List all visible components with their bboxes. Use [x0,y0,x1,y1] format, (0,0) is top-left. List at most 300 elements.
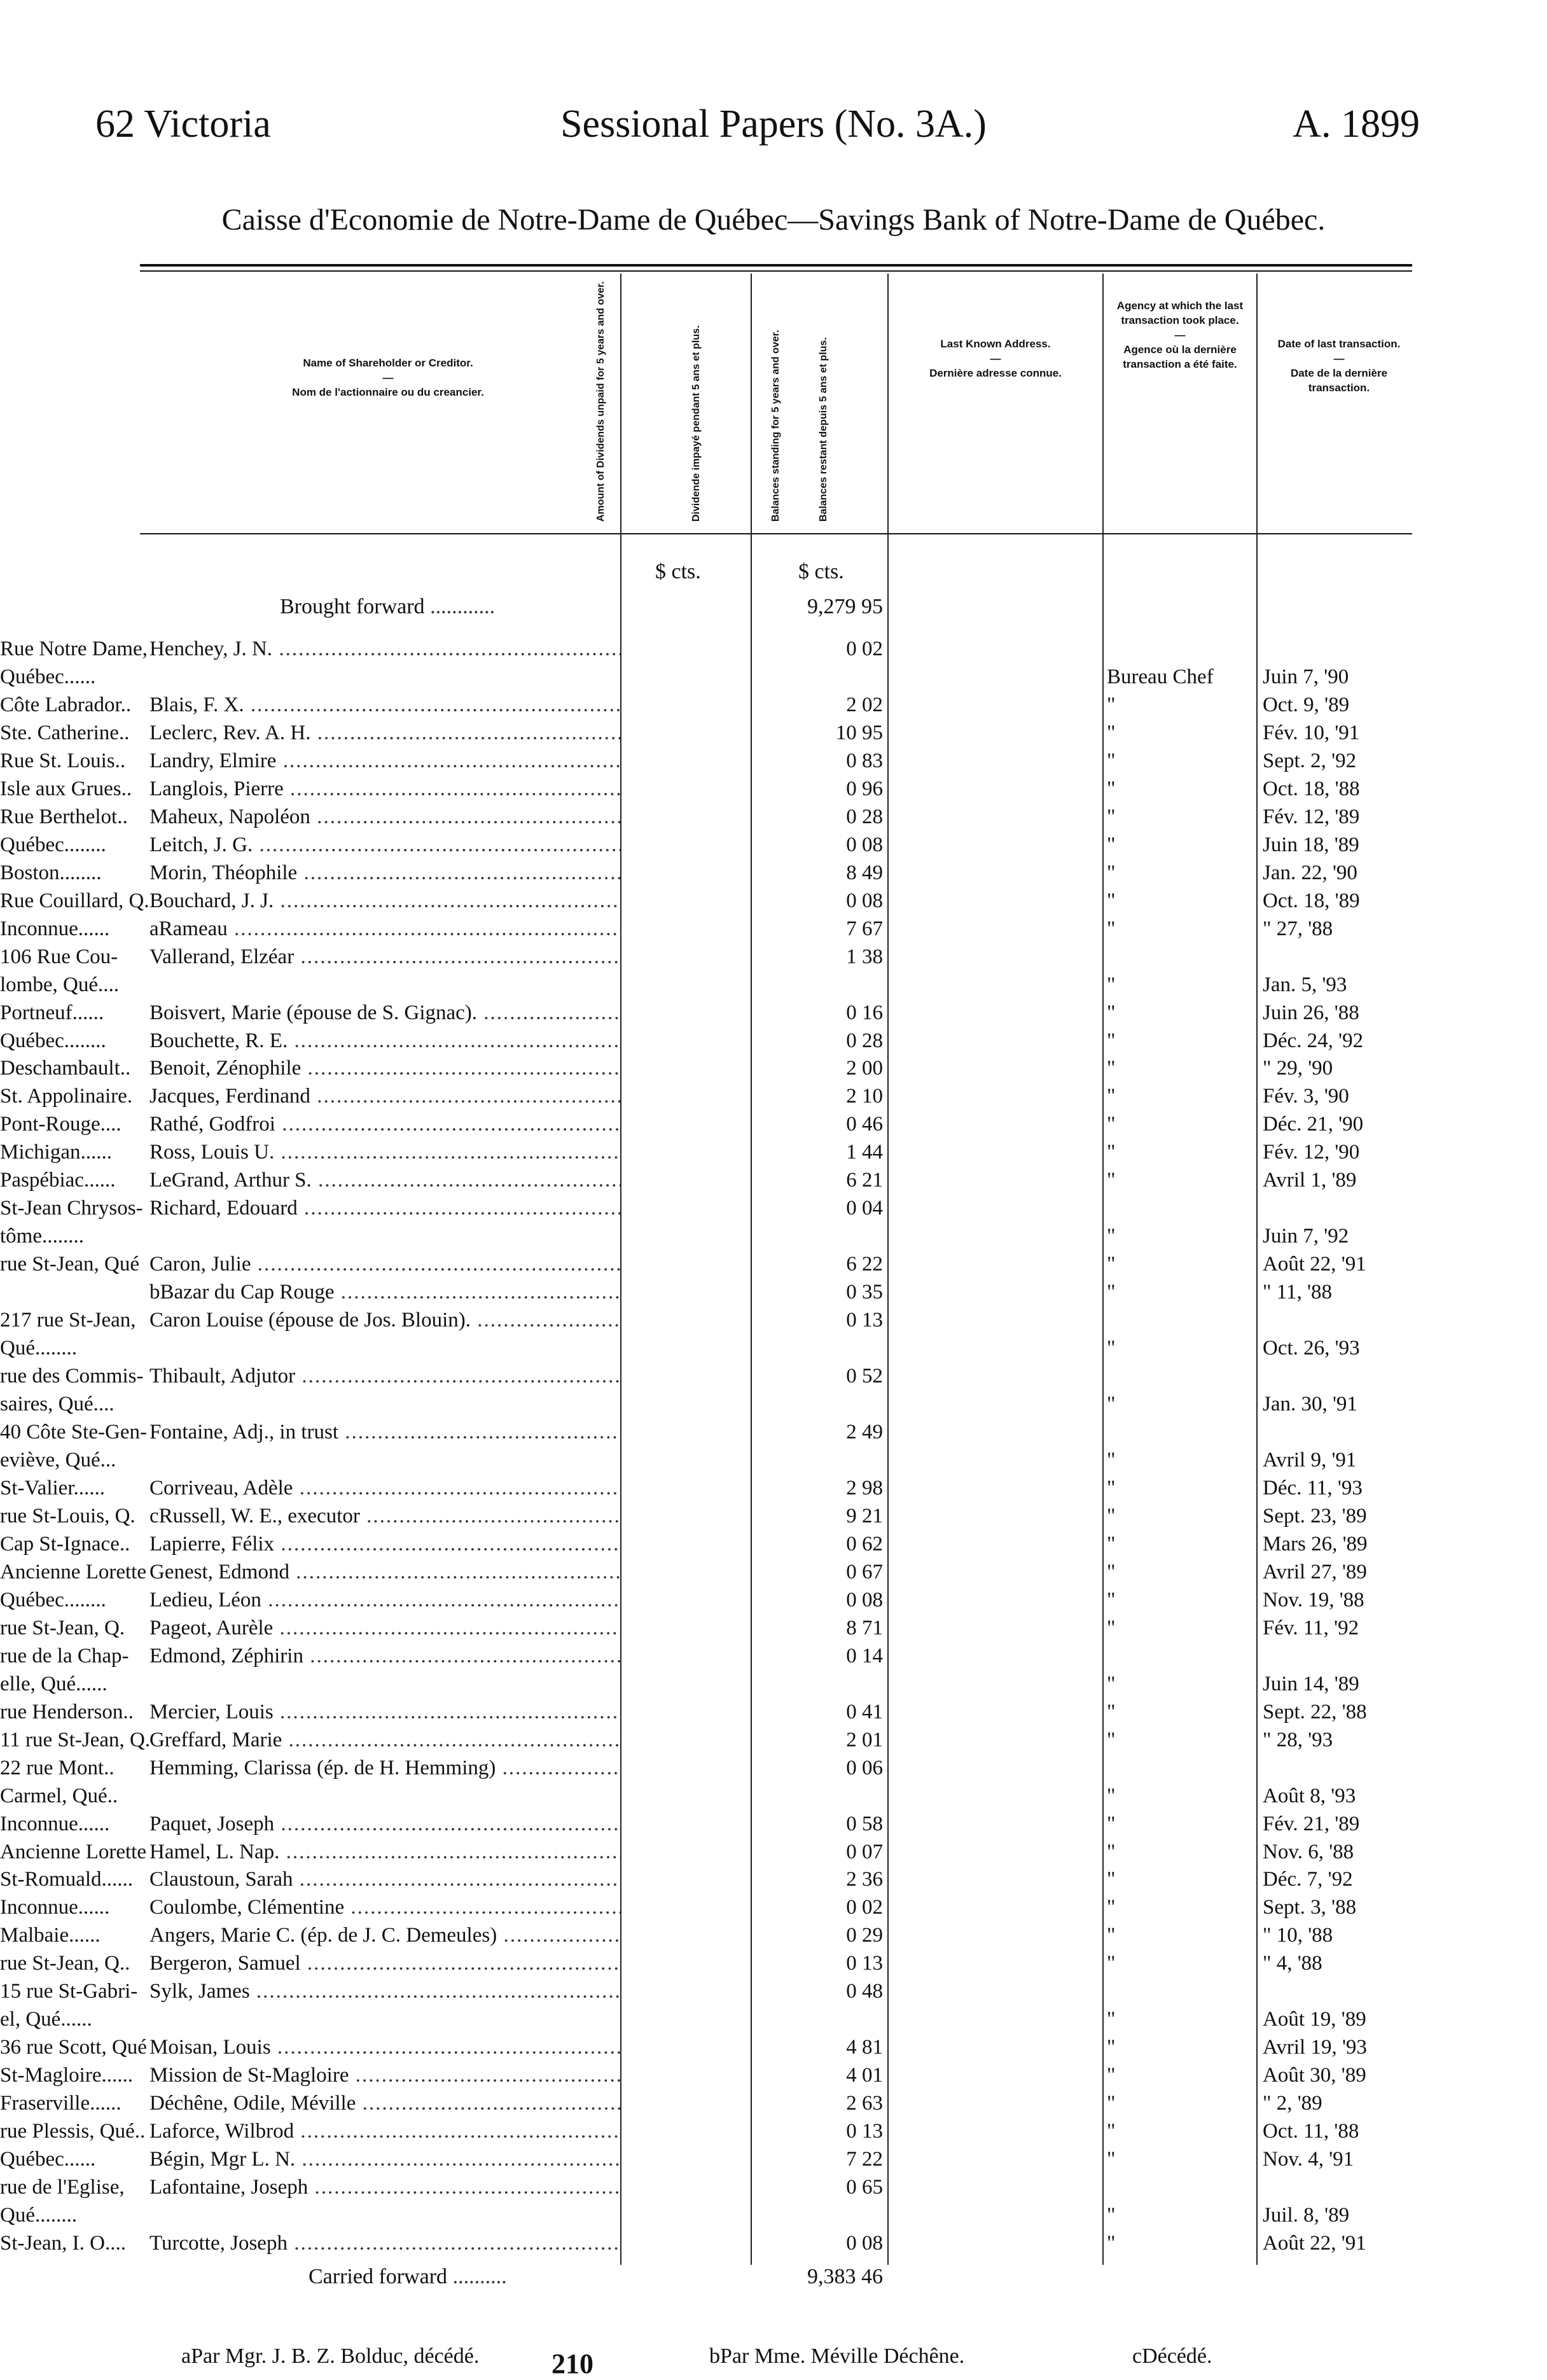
row-amount: 0 06 [846,1757,883,1779]
row-date: Août 22, '91 [1263,1253,1366,1276]
row-address: Inconnue...... [0,1896,110,1919]
row-agency: " [1107,805,1116,828]
table-row [0,1167,1547,1193]
row-name: Fontaine, Adj., in trust ..... [149,1419,620,1445]
row-name: bBazar du Cap Rouge ..... [149,1279,620,1305]
row-date: Nov. 19, '88 [1263,1589,1364,1611]
row-date: Juin 26, '88 [1263,1001,1359,1024]
row-agency: " [1107,2064,1116,2087]
table-row [0,1335,1547,1361]
row-address: Michigan...... [0,1141,112,1164]
row-agency: " [1107,1952,1116,1975]
row-name: Caron Louise (épouse de Jos. Blouin). ..... [149,1307,620,1333]
row-date: Juin 14, '89 [1263,1673,1359,1695]
row-address: Malbaie...... [0,1924,101,1947]
header-bottom-rule [140,533,1412,534]
row-amount: 0 08 [846,2232,883,2255]
row-date: Juil. 8, '89 [1263,2204,1350,2227]
row-name: Jacques, Ferdinand ..... [149,1083,620,1109]
row-name: Hamel, L. Nap. ..... [149,1839,620,1865]
table-row [0,1783,1547,1809]
document-title: Caisse d'Economie de Notre-Dame de Québec—Savings Bank of Notre-Dame de Québec. [221,203,1326,237]
row-agency: " [1107,1253,1116,1276]
row-agency: " [1107,1113,1116,1136]
row-address: St-Valier...... [0,1477,105,1500]
row-date: Déc. 24, '92 [1263,1029,1364,1052]
row-amount: 7 22 [846,2148,883,2171]
row-address: Québec...... [0,665,96,688]
row-agency: " [1107,1533,1116,1555]
table-row [0,1559,1547,1585]
brought-forward-amount: 9,279 95 [807,595,883,618]
row-name: Benoit, Zénophile ..... [149,1055,620,1081]
row-address: Portneuf...... [0,1001,104,1024]
row-amount: 8 71 [846,1617,883,1639]
row-amount: 7 67 [846,917,883,940]
row-agency: " [1107,1841,1116,1863]
header-dash: — [382,371,394,384]
table-row [0,720,1547,746]
row-amount: 0 08 [846,889,883,912]
header-dash: — [990,352,1001,365]
row-address: 40 Côte Ste-Gen- [0,1421,147,1444]
table-row [0,1139,1547,1165]
table-row [0,2007,1547,2032]
row-agency: " [1107,889,1116,912]
row-agency: " [1107,1729,1116,1751]
table-row [0,1447,1547,1473]
table-row [0,1111,1547,1137]
row-amount: 0 29 [846,1924,883,1947]
row-name: Thibault, Adjutor ..... [149,1363,620,1389]
row-address: 106 Rue Cou- [0,945,118,968]
row-address: el, Qué...... [0,2008,92,2031]
row-agency: " [1107,1393,1116,1416]
row-name: Mercier, Louis ..... [149,1699,620,1725]
table-row [0,1895,1547,1920]
table-row [0,1671,1547,1697]
row-amount: 0 83 [846,749,883,772]
row-agency: " [1107,2120,1116,2143]
row-agency: " [1107,1449,1116,1472]
row-amount: 0 46 [846,1113,883,1136]
row-address: saires, Qué.... [0,1393,114,1416]
table-row [0,1055,1547,1081]
row-date: Juin 7, '92 [1263,1225,1349,1248]
row-amount: 0 02 [846,637,883,660]
row-amount: 2 63 [846,2092,883,2115]
table-row [0,1251,1547,1277]
row-date: Juin 18, '89 [1263,833,1359,856]
table-row [0,2203,1547,2228]
row-name: Landry, Elmire ..... [149,748,620,774]
table-row [0,1391,1547,1417]
table-row [0,2091,1547,2116]
row-address: rue de l'Eglise, [0,2176,125,2199]
row-address: Qué........ [0,2204,77,2227]
row-address: lombe, Qué.... [0,973,119,996]
row-address: Inconnue...... [0,917,110,940]
row-name: Henchey, J. N. ..... [149,636,620,662]
row-agency: " [1107,861,1116,884]
row-amount: 6 21 [846,1169,883,1192]
table-row [0,1951,1547,1976]
table-row [0,860,1547,886]
row-date: Août 22, '91 [1263,2232,1366,2255]
row-amount: 1 38 [846,945,883,968]
row-name: Laforce, Wilbrod ..... [149,2119,620,2144]
row-amount: 0 14 [846,1645,883,1667]
row-address: Rue St. Louis.. [0,749,126,772]
leader-dots: .......... [452,2265,507,2288]
row-date: " 27, '88 [1263,917,1333,940]
table-row [0,944,1547,970]
table-row [0,1503,1547,1529]
header-dash: — [1333,352,1345,365]
brought-forward-label [280,595,495,619]
table-row [0,1419,1547,1445]
row-name: Morin, Théophile ..... [149,860,620,886]
row-amount: 0 08 [846,833,883,856]
row-name: Langlois, Pierre ..... [149,776,620,802]
row-agency: " [1107,1924,1116,1947]
row-address: Inconnue...... [0,1813,110,1835]
header-dash: — [1174,328,1186,341]
row-name: cRussell, W. E., executor ..... [149,1503,620,1529]
address-column-header [894,337,1097,381]
row-address: 36 rue Scott, Qué [0,2036,147,2059]
row-name: Bouchard, J. J. ..... [149,888,620,914]
row-name: Blais, F. X. ..... [149,692,620,718]
row-address: Fraserville...... [0,2092,121,2115]
row-agency: " [1107,1505,1116,1528]
name-column-header-fr: Nom de l'actionnaire ou du creancier. [292,386,484,398]
row-amount: 2 10 [846,1085,883,1108]
row-address: Cap St-Ignace.. [0,1533,130,1555]
row-name: Corriveau, Adèle ..... [149,1475,620,1501]
row-amount: 2 02 [846,693,883,716]
row-name: Angers, Marie C. (ép. de J. C. Demeules) ..... [149,1923,620,1948]
row-amount: 0 96 [846,777,883,800]
row-address: 15 rue St-Gabri- [0,1980,138,2003]
row-agency: " [1107,1085,1116,1108]
row-name: Bouchette, R. E. ..... [149,1028,620,1054]
row-amount: 2 01 [846,1729,883,1751]
row-name: Caron, Julie ..... [149,1251,620,1277]
table-row [0,2063,1547,2088]
row-agency: " [1107,833,1116,856]
row-agency: " [1107,1589,1116,1611]
row-address: rue des Commis- [0,1365,144,1388]
table-row [0,1028,1547,1054]
row-agency: " [1107,1225,1116,1248]
row-amount: 0 02 [846,1896,883,1919]
row-address: St-Jean Chrysos- [0,1197,143,1220]
row-amount: 2 49 [846,1421,883,1444]
carried-forward-amount: 9,383 46 [807,2265,883,2288]
row-name: Vallerand, Elzéar ..... [149,944,620,970]
row-date: Sept. 22, '88 [1263,1701,1367,1723]
brought-forward-text: Brought forward [280,595,425,618]
row-date: " 29, '90 [1263,1057,1333,1080]
row-address: Isle aux Grues.. [0,777,132,800]
row-agency: " [1107,1281,1116,1304]
row-date: Nov. 4, '91 [1263,2148,1354,2171]
table-row [0,1363,1547,1389]
row-amount: 2 98 [846,1477,883,1500]
row-name: Hemming, Clarissa (ép. de H. Hemming) ..... [149,1755,620,1781]
date-column-header-en: Date of last transaction. [1277,338,1401,350]
row-agency: " [1107,1785,1116,1807]
name-column-header-en: Name of Shareholder or Creditor. [303,357,473,369]
row-amount: 1 44 [846,1141,883,1164]
row-address: eviève, Qué... [0,1449,116,1472]
row-address: St-Romuald...... [0,1868,134,1891]
row-date: Fév. 3, '90 [1263,1085,1349,1108]
address-column-header-en: Last Known Address. [940,338,1051,350]
table-row [0,748,1547,774]
page-header-left: 62 Victoria [95,102,271,146]
carried-forward-label [309,2265,507,2289]
row-date: Fév. 10, '91 [1263,721,1360,744]
row-date: Jan. 30, '91 [1263,1393,1357,1416]
row-address: rue St-Jean, Q.. [0,1952,130,1975]
table-row [0,2175,1547,2200]
table-row [0,2147,1547,2172]
agency-column-header-en: Agency at which the last transaction took place. [1116,300,1244,326]
table-row [0,1979,1547,2004]
row-date: Jan. 5, '93 [1263,973,1347,996]
row-amount: 8 49 [846,861,883,884]
row-date: Avril 27, '89 [1263,1561,1367,1583]
row-name: Ross, Louis U. ..... [149,1139,620,1165]
row-agency: " [1107,1813,1116,1835]
row-agency: " [1107,1001,1116,1024]
row-address: Québec...... [0,2148,96,2171]
row-date: Déc. 21, '90 [1263,1113,1364,1136]
row-date: Avril 1, '89 [1263,1169,1357,1192]
footnote-c: cDécédé. [1132,2344,1212,2368]
row-agency: " [1107,693,1116,716]
row-date: Août 8, '93 [1263,1785,1356,1807]
row-address: Pont-Rouge.... [0,1113,121,1136]
row-date: Fév. 12, '89 [1263,805,1360,828]
row-agency: " [1107,2232,1116,2255]
row-date: Août 30, '89 [1263,2064,1366,2087]
row-agency: " [1107,1169,1116,1192]
row-agency: " [1107,1337,1116,1360]
row-date: Oct. 26, '93 [1263,1337,1360,1360]
row-address: Rue Notre Dame, [0,637,148,660]
row-agency: " [1107,1029,1116,1052]
row-name: Richard, Edouard ..... [149,1195,620,1221]
row-date: " 28, '93 [1263,1729,1333,1751]
row-date: Sept. 3, '88 [1263,1896,1357,1919]
table-row [0,972,1547,998]
row-name: Claustoun, Sarah ..... [149,1867,620,1892]
row-agency: " [1107,1561,1116,1583]
row-amount: 0 41 [846,1701,883,1723]
dividends-column-header-en: Amount of Dividends unpaid for 5 years and over. [595,281,606,522]
row-name: Turcotte, Joseph ..... [149,2230,620,2256]
row-date: " 11, '88 [1263,1281,1332,1304]
row-date: Sept. 23, '89 [1263,1505,1367,1528]
table-row [0,1000,1547,1026]
row-name: Edmond, Zéphirin ..... [149,1643,620,1669]
table-row [0,1531,1547,1557]
row-name: Rathé, Godfroi ..... [149,1111,620,1137]
row-name: Bégin, Mgr L. N. ..... [149,2147,620,2172]
row-date: " 10, '88 [1263,1924,1333,1947]
row-address: rue de la Chap- [0,1645,129,1667]
row-agency: " [1107,2036,1116,2059]
row-address: Rue Berthelot.. [0,805,128,828]
row-address: Ste. Catherine.. [0,721,130,744]
row-agency: " [1107,2204,1116,2227]
table-row [0,664,1547,690]
row-address: tôme........ [0,1225,84,1248]
row-date: Déc. 11, '93 [1263,1477,1363,1500]
row-agency: " [1107,2092,1116,2115]
row-name: Leclerc, Rev. A. H. ..... [149,720,620,746]
table-row [0,636,1547,662]
page-header-right: A. 1899 [1293,102,1420,146]
row-agency: " [1107,1701,1116,1723]
row-date: Oct. 9, '89 [1263,693,1350,716]
row-agency: " [1107,1477,1116,1500]
table-row [0,916,1547,942]
row-agency: " [1107,2008,1116,2031]
row-address: Québec........ [0,833,106,856]
row-name: Genest, Edmond ..... [149,1559,620,1585]
row-date: Fév. 11, '92 [1263,1617,1359,1639]
table-row [0,1279,1547,1305]
date-column-header [1263,337,1415,396]
row-amount: 4 01 [846,2064,883,2087]
row-name: Lafontaine, Joseph ..... [149,2175,620,2200]
row-date: Oct. 18, '89 [1263,889,1360,912]
row-name: Greffard, Marie ..... [149,1727,620,1753]
row-amount: 0 13 [846,1309,883,1332]
row-address: Qué........ [0,1337,77,1360]
table-row [0,1643,1547,1669]
page-header-center: Sessional Papers (No. 3A.) [560,102,987,146]
row-agency: " [1107,917,1116,940]
row-date: Nov. 6, '88 [1263,1841,1354,1863]
footnote-a: aPar Mgr. J. B. Z. Bolduc, décédé. [181,2344,480,2368]
row-date: Fév. 21, '89 [1263,1813,1360,1835]
agency-column-header [1107,299,1253,372]
row-amount: 0 58 [846,1813,883,1835]
table-row [0,1195,1547,1221]
row-amount: 0 35 [846,1281,883,1304]
row-name: Bergeron, Samuel ..... [149,1951,620,1976]
row-name: Paquet, Joseph ..... [149,1811,620,1837]
table-row [0,1587,1547,1613]
row-date: Sept. 2, '92 [1263,749,1357,772]
table-row [0,2119,1547,2144]
footnote-b: bPar Mme. Méville Déchêne. [709,2344,965,2368]
row-amount: 0 08 [846,1589,883,1611]
row-name: Sylk, James ..... [149,1979,620,2004]
row-name: Maheux, Napoléon ..... [149,804,620,830]
row-name: Boisvert, Marie (épouse de S. Gignac). ..... [149,1000,620,1026]
row-address: rue St-Jean, Q. [0,1617,125,1639]
row-name: Pageot, Aurèle ..... [149,1615,620,1641]
row-amount: 0 52 [846,1365,883,1388]
row-address: St-Magloire...... [0,2064,133,2087]
row-agency: " [1107,749,1116,772]
table-row [0,1923,1547,1948]
row-date: Avril 19, '93 [1263,2036,1367,2059]
agency-column-header-fr: Agence où la dernière transaction a été faite. [1123,343,1237,370]
row-name: Mission de St-Magloire ..... [149,2063,620,2088]
table-row [0,1727,1547,1753]
table-row [0,1755,1547,1781]
dividends-unit-label: $ cts. [655,560,701,583]
table-row [0,2035,1547,2060]
row-address: Boston........ [0,861,102,884]
row-address: Ancienne Lorette [0,1841,146,1863]
row-amount: 4 81 [846,2036,883,2059]
balances-column-header-en: Balances standing for 5 years and over. [770,330,781,522]
carried-forward-text: Carried forward [309,2265,448,2288]
table-row [0,1223,1547,1249]
row-address: Québec........ [0,1589,106,1611]
top-rule-thin [140,270,1412,272]
top-rule [140,264,1412,267]
row-address: rue Henderson.. [0,1701,134,1723]
row-agency: " [1107,2148,1116,2171]
address-column-header-fr: Dernière adresse connue. [929,366,1062,379]
row-address: rue Plessis, Qué.. [0,2120,146,2143]
row-address: 11 rue St-Jean, Q. [0,1729,151,1751]
row-address: 22 rue Mont.. [0,1757,114,1779]
row-agency: " [1107,1673,1116,1695]
row-address: Côte Labrador.. [0,693,132,716]
row-date: Août 19, '89 [1263,2008,1366,2031]
table-row [0,1839,1547,1865]
table-row [0,1475,1547,1501]
row-address: 217 rue St-Jean, [0,1309,136,1332]
row-agency: " [1107,721,1116,744]
table-row [0,1699,1547,1725]
table-row [0,692,1547,718]
table-row [0,888,1547,914]
row-date: Jan. 22, '90 [1263,861,1357,884]
row-name: Leitch, J. G. ..... [149,832,620,858]
row-address: Rue Couillard, Q. [0,889,149,912]
row-address: St. Appolinaire. [0,1085,133,1108]
row-agency: " [1107,777,1116,800]
row-name: Lapierre, Félix ..... [149,1531,620,1557]
row-amount: 0 28 [846,1029,883,1052]
row-amount: 0 67 [846,1561,883,1583]
row-amount: 0 48 [846,1980,883,2003]
row-address: Paspébiac...... [0,1169,116,1192]
row-amount: 0 04 [846,1197,883,1220]
table-row [0,1811,1547,1837]
row-amount: 0 62 [846,1533,883,1555]
date-column-header-fr: Date de la dernière transaction. [1290,366,1388,394]
row-date: Oct. 18, '88 [1263,777,1360,800]
row-address: rue St-Jean, Qué [0,1253,140,1276]
row-name: Ledieu, Léon ..... [149,1587,620,1613]
row-amount: 0 07 [846,1841,883,1863]
row-amount: 0 13 [846,1952,883,1975]
row-date: " 4, '88 [1263,1952,1322,1975]
row-amount: 0 28 [846,805,883,828]
